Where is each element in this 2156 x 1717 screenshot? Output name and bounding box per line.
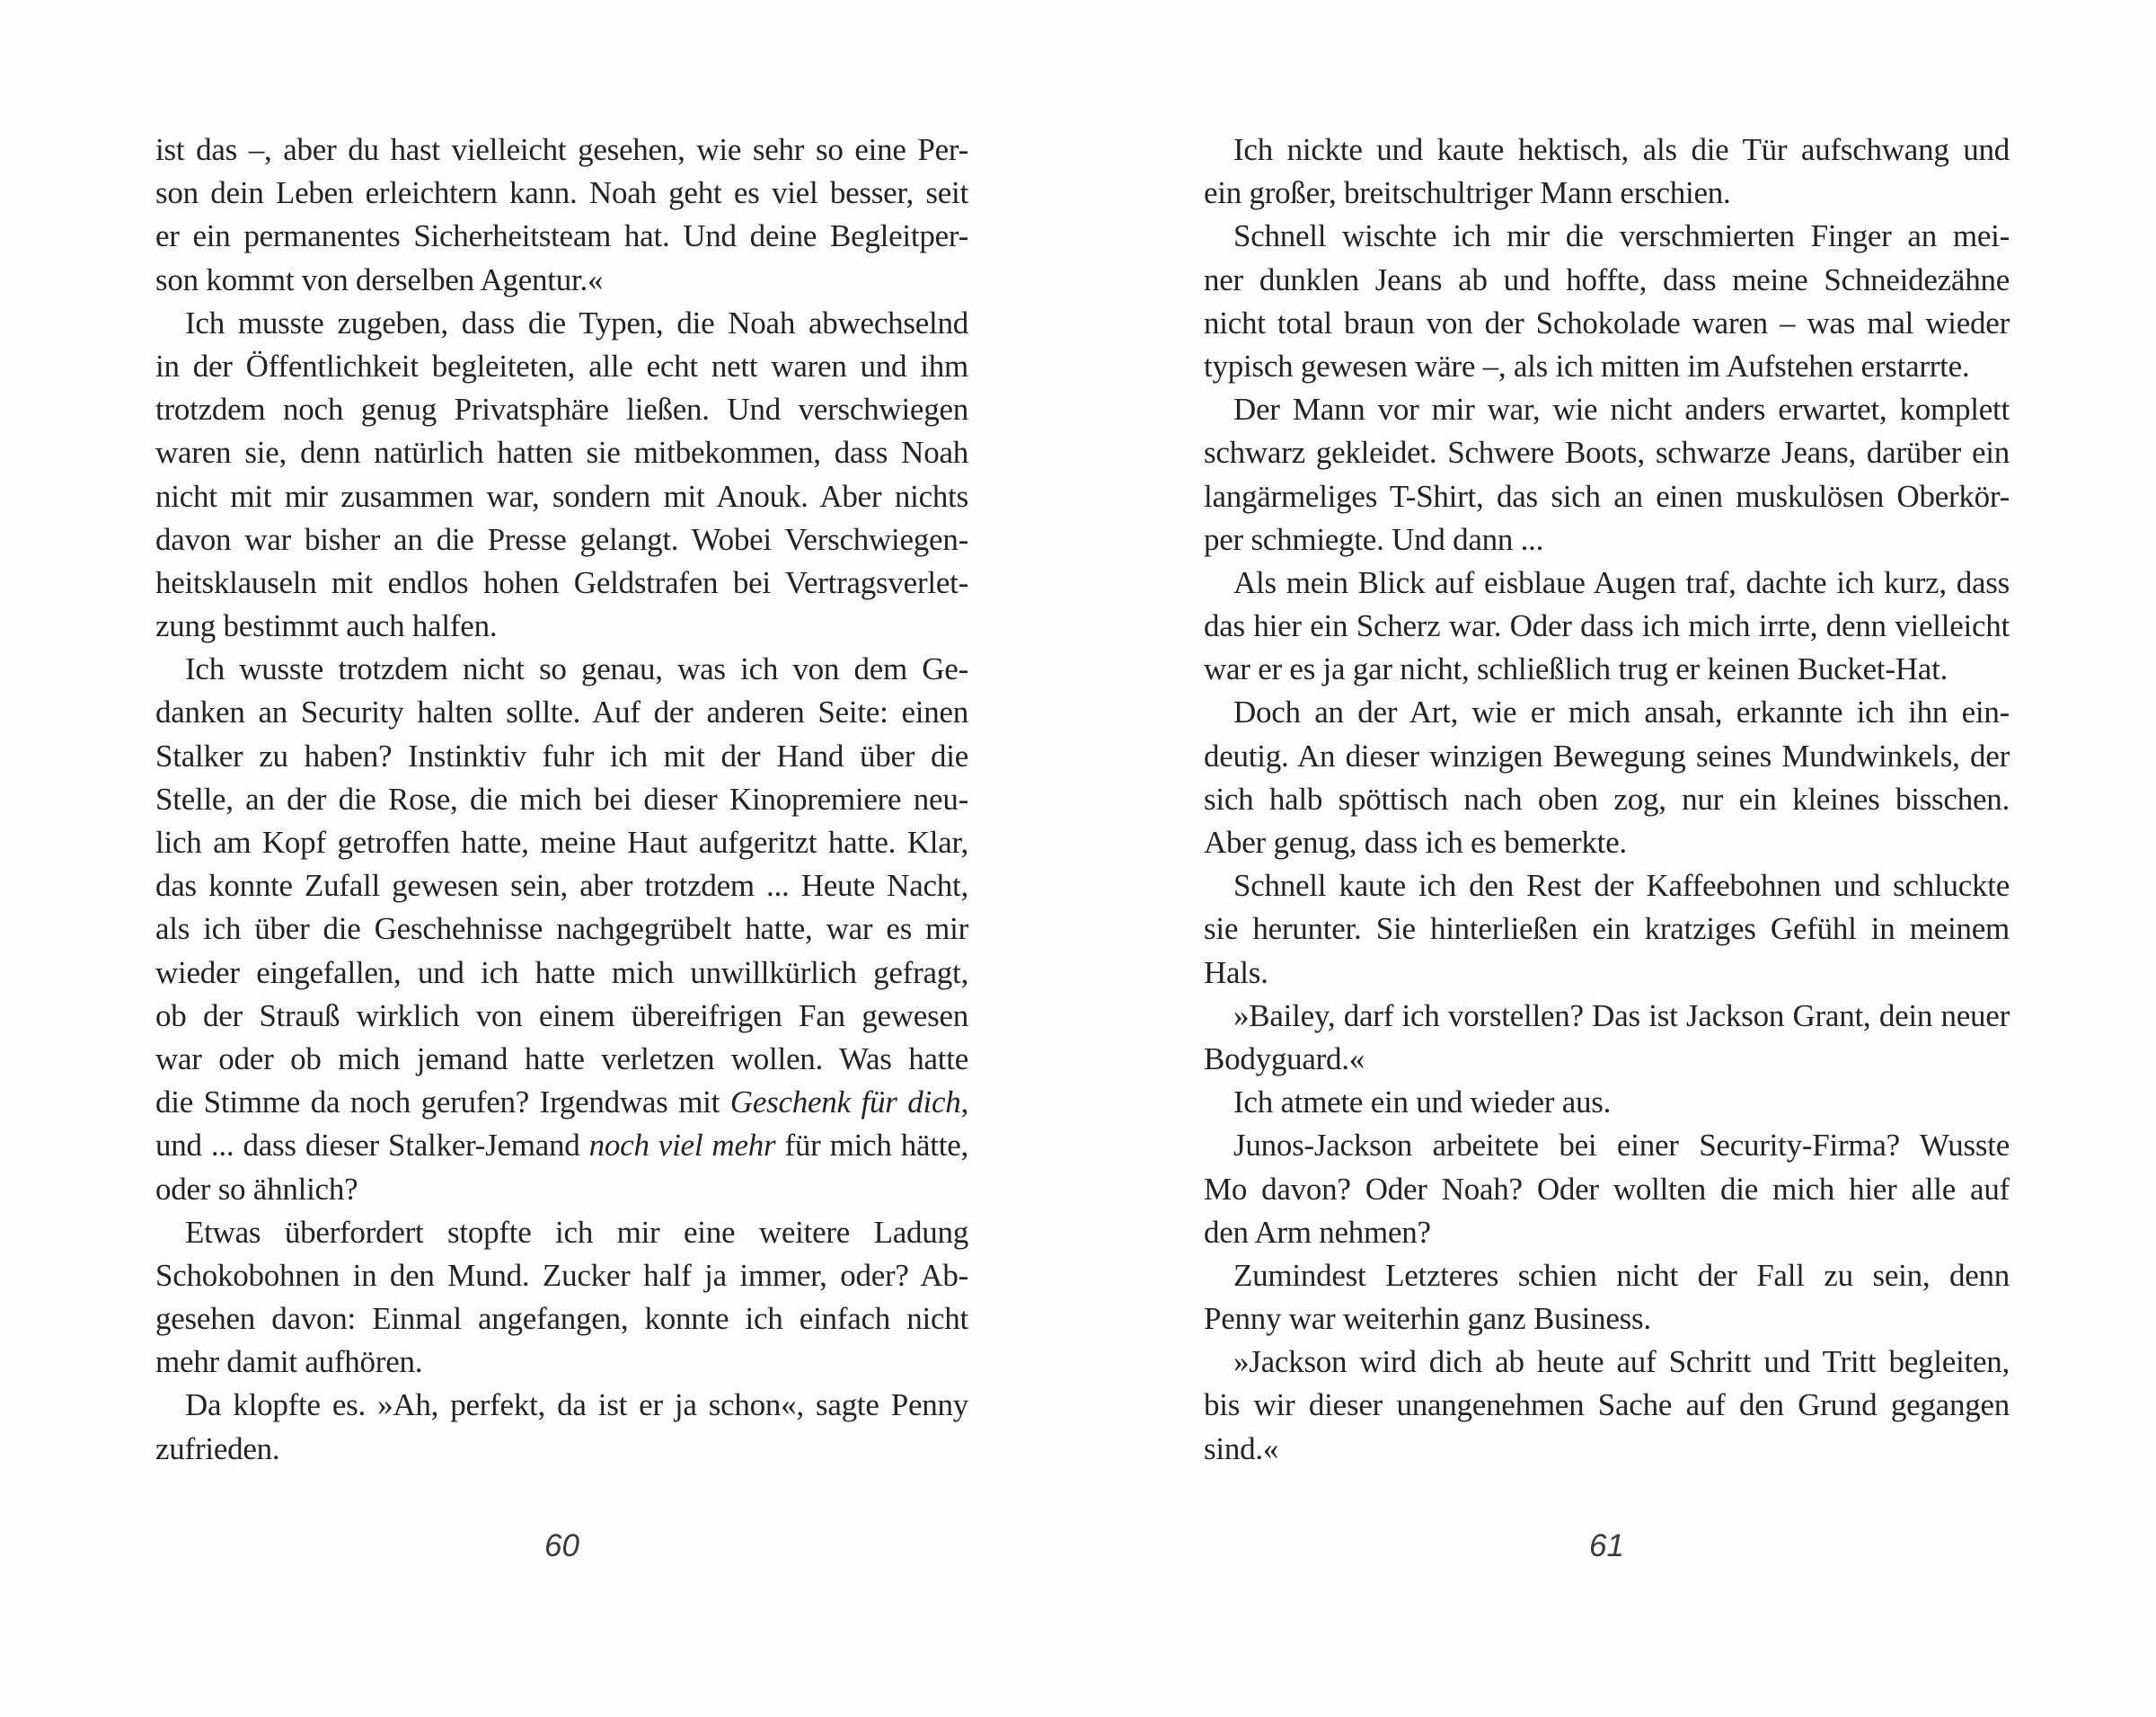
text-line: waren sie, denn natürlich hatten sie mitbekommen, dass Noah	[155, 435, 968, 471]
text-line: als ich über die Geschehnisse nachgegrübelt hatte, war es mir	[155, 911, 968, 947]
text-line: Bodyguard.«	[1204, 1040, 1365, 1076]
text-line: Mo davon? Oder Noah? Oder wollten die mich hier alle auf	[1204, 1171, 2010, 1207]
text-line: Stelle, an der die Rose, die mich bei dieser Kinopremiere neu-	[155, 781, 968, 817]
text-line: bis wir dieser unangenehmen Sache auf den Grund gegangen	[1204, 1387, 2010, 1423]
text-line: Ich nickte und kaute hektisch, als die Tür aufschwang und	[1233, 132, 2010, 167]
text-line: lich am Kopf getroffen hatte, meine Haut aufgeritzt hatte. Klar,	[155, 825, 968, 860]
text-line: sind.«	[1204, 1430, 1279, 1466]
text-line: son dein Leben erleichtern kann. Noah geht es viel besser, seit	[155, 175, 968, 211]
text-line: war oder ob mich jemand hatte verletzen wollen. Was hatte	[155, 1040, 968, 1076]
page-right-text-block	[1204, 128, 2010, 1471]
text-line: Ich musste zugeben, dass die Typen, die Noah abwechselnd	[185, 305, 968, 341]
text-line: Schnell wischte ich mir die verschmierten Finger an mei-	[1233, 218, 2010, 254]
text-line: wieder eingefallen, und ich hatte mich unwillkürlich gefragt,	[155, 954, 968, 990]
page-left-text-block	[155, 128, 968, 1471]
text-line: davon war bisher an die Presse gelangt. Wobei Verschwiegen-	[155, 521, 968, 557]
text-line: Der Mann vor mir war, wie nicht anders erwartet, komplett	[1233, 392, 2010, 428]
text-line: das hier ein Scherz war. Oder dass ich mich irrte, denn vielleicht	[1204, 608, 2010, 644]
text-line: trotzdem noch genug Privatsphäre ließen. Und verschwiegen	[155, 392, 968, 428]
text-line: sie herunter. Sie hinterließen ein kratziges Gefühl in meinem	[1204, 911, 2010, 947]
text-line: ner dunklen Jeans ab und hoffte, dass meine Schneidezähne	[1204, 261, 2010, 297]
text-line: Ich wusste trotzdem nicht so genau, was ich von dem Ge-	[185, 651, 968, 687]
text-line: war er es ja gar nicht, schließlich trug er keinen Bucket-Hat.	[1204, 651, 1948, 687]
text-line: gesehen davon: Einmal angefangen, konnte ich einfach nicht	[155, 1301, 968, 1337]
text-line: Schnell kaute ich den Rest der Kaffeebohnen und schluckte	[1233, 868, 2010, 904]
text-line: typisch gewesen wäre –, als ich mitten im Aufstehen erstarrte.	[1204, 348, 1970, 384]
text-line: in der Öffentlichkeit begleiteten, alle echt nett waren und ihm	[155, 348, 968, 384]
text-line: Stalker zu haben? Instinktiv fuhr ich mit der Hand über die	[155, 738, 968, 774]
text-line: Schokobohnen in den Mund. Zucker half ja immer, oder? Ab-	[155, 1257, 968, 1293]
text-line: ist das –, aber du hast vielleicht gesehen, wie sehr so eine Per-	[155, 132, 968, 167]
text-line: ein großer, breitschultriger Mann erschien.	[1204, 175, 1731, 211]
text-line: das konnte Zufall gewesen sein, aber trotzdem ... Heute Nacht,	[155, 868, 968, 904]
text-line: und ... dass dieser Stalker-Jemand noch viel mehr für mich hätte,	[155, 1128, 968, 1164]
text-line: heitsklauseln mit endlos hohen Geldstrafen bei Vertragsverlet-	[155, 564, 968, 600]
text-line: Als mein Blick auf eisblaue Augen traf, dachte ich kurz, dass	[1233, 564, 2010, 600]
text-line: Etwas überfordert stopfte ich mir eine weitere Ladung	[185, 1214, 968, 1250]
text-line: Ich atmete ein und wieder aus.	[1233, 1084, 1612, 1120]
text-line: »Jackson wird dich ab heute auf Schritt und Tritt begleiten,	[1233, 1344, 2010, 1380]
text-line: die Stimme da noch gerufen? Irgendwas mit Geschenk für dich,	[155, 1084, 968, 1120]
text-line: Penny war weiterhin ganz Business.	[1204, 1301, 1651, 1337]
text-line: Zumindest Letzteres schien nicht der Fall zu sein, denn	[1233, 1257, 2010, 1293]
text-line: »Bailey, darf ich vorstellen? Das ist Jackson Grant, dein neuer	[1233, 997, 2010, 1033]
text-line: danken an Security halten sollte. Auf der anderen Seite: einen	[155, 695, 968, 730]
text-line: zung bestimmt auch halfen.	[155, 608, 498, 644]
page-right	[1204, 128, 2010, 1563]
text-line: Junos-Jackson arbeitete bei einer Security-Firma? Wusste	[1233, 1128, 2010, 1164]
text-line: oder so ähnlich?	[155, 1171, 358, 1207]
text-line: den Arm nehmen?	[1204, 1214, 1431, 1250]
page-number-left: 60	[544, 1528, 579, 1563]
text-line: Doch an der Art, wie er mich ansah, erkannte ich ihn ein-	[1233, 695, 2010, 730]
text-line: sich halb spöttisch nach oben zog, nur ein kleines bisschen.	[1204, 781, 2010, 817]
text-line: deutig. An dieser winzigen Bewegung seines Mundwinkels, der	[1204, 738, 2010, 774]
text-line: son kommt von derselben Agentur.«	[155, 261, 604, 297]
page-left	[155, 128, 968, 1563]
text-line: Hals.	[1204, 954, 1268, 990]
text-line: nicht total braun von der Schokolade waren – was mal wieder	[1204, 305, 2010, 341]
text-line: mehr damit aufhören.	[155, 1344, 423, 1380]
text-line: Da klopfte es. »Ah, perfekt, da ist er ja schon«, sagte Penny	[185, 1387, 968, 1423]
text-line: Aber genug, dass ich es bemerkte.	[1204, 825, 1627, 860]
text-line: ob der Strauß wirklich von einem übereifrigen Fan gewesen	[155, 997, 968, 1033]
text-line: schwarz gekleidet. Schwere Boots, schwarze Jeans, darüber ein	[1204, 435, 2010, 471]
text-line: per schmiegte. Und dann ...	[1204, 521, 1544, 557]
text-line: er ein permanentes Sicherheitsteam hat. Und deine Begleitper-	[155, 218, 968, 254]
text-line: langärmeliges T-Shirt, das sich an einen muskulösen Oberkör-	[1204, 478, 2010, 514]
page-number-right: 61	[1589, 1528, 1624, 1563]
text-line: zufrieden.	[155, 1430, 280, 1466]
text-line: nicht mit mir zusammen war, sondern mit Anouk. Aber nichts	[155, 478, 968, 514]
